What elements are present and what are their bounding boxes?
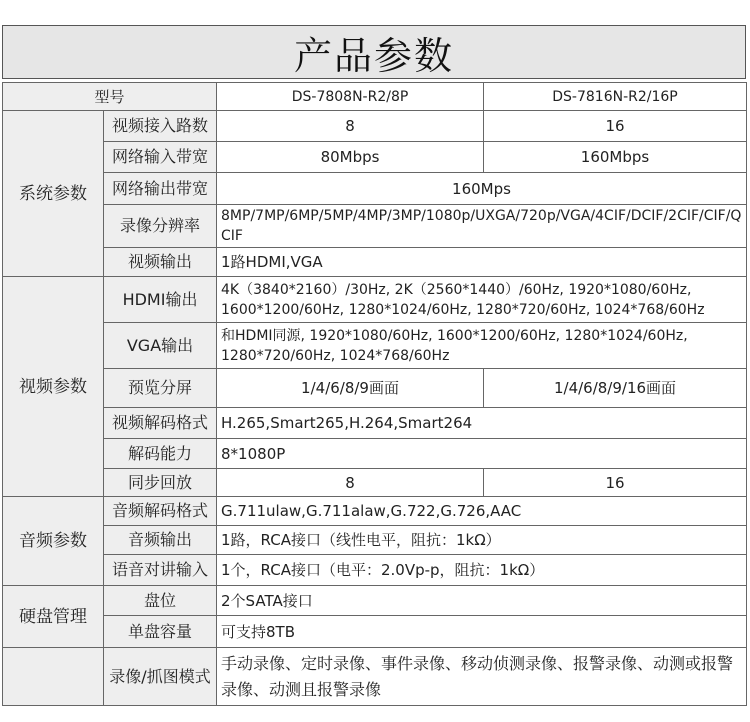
model-a: DS-7808N-R2/8P <box>217 83 484 111</box>
table-row <box>3 586 747 616</box>
value-cell: 1/4/6/8/9/16画面 <box>484 369 747 408</box>
row-label: 单盘容量 <box>104 616 217 648</box>
table-row <box>3 205 747 248</box>
table-row <box>3 173 747 205</box>
category-system: 系统参数 <box>3 111 104 277</box>
row-label: 录像分辨率 <box>104 205 217 248</box>
value-cell: 8 <box>217 111 484 142</box>
table-row <box>3 111 747 142</box>
value-cell: 160Mps <box>217 173 747 205</box>
category-record <box>3 648 104 706</box>
value-cell: 1路，RCA接口（线性电平，阻抗：1kΩ） <box>217 526 747 555</box>
value-cell: H.265,Smart265,H.264,Smart264 <box>217 408 747 439</box>
value-cell: 可支持8TB <box>217 616 747 648</box>
row-label: 网络输入带宽 <box>104 142 217 173</box>
row-label: 音频解码格式 <box>104 497 217 526</box>
table-row <box>3 142 747 173</box>
model-b: DS-7816N-R2/16P <box>484 83 747 111</box>
value-cell: G.711ulaw,G.711alaw,G.722,G.726,AAC <box>217 497 747 526</box>
table-header-row <box>3 83 747 111</box>
table-row <box>3 469 747 497</box>
row-label: HDMI输出 <box>104 277 217 323</box>
row-label: 录像/抓图模式 <box>104 648 217 706</box>
model-header-label: 型号 <box>3 83 217 111</box>
value-cell: 16 <box>484 111 747 142</box>
table-row <box>3 323 747 369</box>
row-label: 同步回放 <box>104 469 217 497</box>
row-label: 预览分屏 <box>104 369 217 408</box>
spec-table <box>2 82 747 706</box>
row-label: 视频接入路数 <box>104 111 217 142</box>
row-label: 语音对讲输入 <box>104 555 217 586</box>
row-label: 盘位 <box>104 586 217 616</box>
value-cell: 手动录像、定时录像、事件录像、移动侦测录像、报警录像、动测或报警录像、动测且报警录像 <box>217 648 747 706</box>
value-cell: 160Mbps <box>484 142 747 173</box>
table-row <box>3 555 747 586</box>
category-audio: 音频参数 <box>3 497 104 586</box>
value-cell: 1个，RCA接口（电平：2.0Vp-p，阻抗：1kΩ） <box>217 555 747 586</box>
category-disk: 硬盘管理 <box>3 586 104 648</box>
table-row <box>3 408 747 439</box>
value-cell: 8 <box>217 469 484 497</box>
value-cell: 8*1080P <box>217 439 747 469</box>
value-cell: 1/4/6/8/9画面 <box>217 369 484 408</box>
row-label: 视频解码格式 <box>104 408 217 439</box>
value-cell: 1路HDMI,VGA <box>217 248 747 277</box>
table-row <box>3 648 747 706</box>
table-row <box>3 497 747 526</box>
table-row <box>3 248 747 277</box>
row-label: 视频输出 <box>104 248 217 277</box>
category-video: 视频参数 <box>3 277 104 497</box>
table-row <box>3 616 747 648</box>
table-row <box>3 526 747 555</box>
table-row <box>3 439 747 469</box>
value-cell: 80Mbps <box>217 142 484 173</box>
page-title: 产品参数 <box>2 25 746 79</box>
value-cell: 2个SATA接口 <box>217 586 747 616</box>
row-label: VGA输出 <box>104 323 217 369</box>
row-label: 音频输出 <box>104 526 217 555</box>
table-row <box>3 369 747 408</box>
row-label: 网络输出带宽 <box>104 173 217 205</box>
value-cell: 和HDMI同源, 1920*1080/60Hz, 1600*1200/60Hz, 1280*1024/60Hz, 1280*720/60Hz, 1024*768/60Hz <box>217 323 747 369</box>
value-cell: 4K（3840*2160）/30Hz, 2K（2560*1440）/60Hz, 1920*1080/60Hz, 1600*1200/60Hz, 1280*1024/60Hz, 1280*720/60Hz, 1024*768/60Hz <box>217 277 747 323</box>
value-cell: 16 <box>484 469 747 497</box>
value-cell: 8MP/7MP/6MP/5MP/4MP/3MP/1080p/UXGA/720p/VGA/4CIF/DCIF/2CIF/CIF/QCIF <box>217 205 747 248</box>
row-label: 解码能力 <box>104 439 217 469</box>
table-row <box>3 277 747 323</box>
